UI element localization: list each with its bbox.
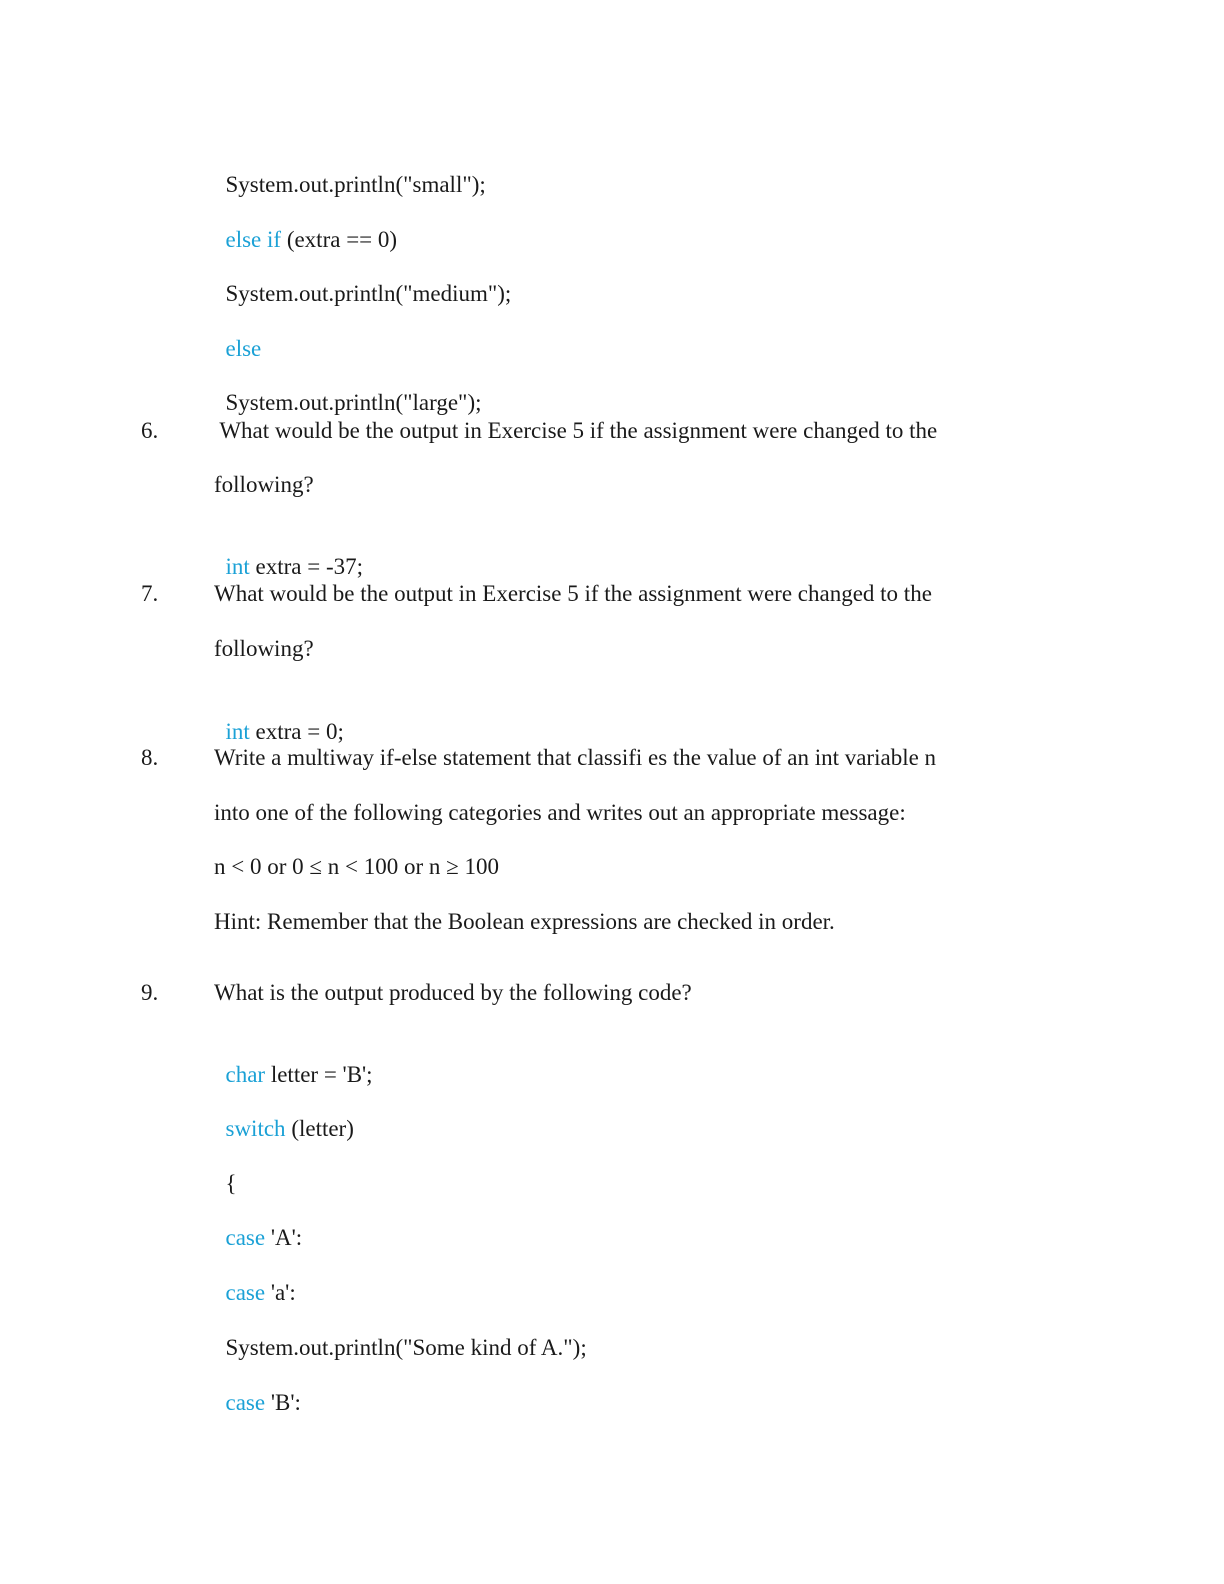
keyword: else [225,336,262,361]
code-text: (letter) [285,1116,354,1141]
question-7-number: 7. [141,581,159,606]
keyword: char [225,1062,266,1087]
question-6-text: What would be the output in Exercise 5 if the assignment were changed to the [214,418,938,443]
question-6-number: 6. [141,418,159,443]
code-text: 'B': [265,1390,301,1415]
question-8-hint: Hint: Remember that the Boolean expressions are checked in order. [214,909,835,934]
question-7-text: What would be the output in Exercise 5 if the assignment were changed to the [214,581,932,606]
code-text: letter = 'B'; [265,1062,373,1087]
question-7-code [214,690,344,746]
keyword: case [225,1280,266,1305]
keyword: else if [225,227,282,252]
question-7-text-cont: following? [214,636,314,661]
question-8-text: Write a multiway if-else statement that classifi es the value of an int variable n [214,745,937,770]
code-line-println-small [214,143,486,199]
keyword: int [225,719,250,744]
question-9-text: What is the output produced by the following code? [214,980,692,1005]
code-line-else-if [214,198,397,254]
question-9-code-case-A [214,1196,302,1252]
question-6-code [214,525,363,581]
code-text: (extra == 0) [281,227,398,252]
question-9-code-brace [214,1142,237,1198]
keyword: case [225,1390,266,1415]
keyword: case [225,1225,266,1250]
question-8-categories: n < 0 or 0 ≤ n < 100 or n ≥ 100 [214,854,500,879]
code-text: System.out.println("small"); [225,172,486,197]
code-text: System.out.println("medium"); [225,281,512,306]
question-6-text-cont: following? [214,472,314,497]
code-line-println-large [214,361,482,417]
question-8-text-cont: into one of the following categories and writes out an appropriate message: [214,800,906,825]
question-9-code-switch [214,1087,354,1143]
code-text: { [225,1171,237,1196]
code-text: 'A': [265,1225,303,1250]
question-9-code-case-a [214,1251,296,1307]
keyword: switch [225,1116,286,1141]
code-line-println-medium [214,252,511,308]
code-text: System.out.println("large"); [225,390,482,415]
code-text: extra = 0; [249,719,344,744]
question-8-number: 8. [141,745,159,770]
code-text: 'a': [265,1280,296,1305]
code-text: extra = -37; [249,554,364,579]
code-text: System.out.println("Some kind of A."); [225,1335,587,1360]
keyword: int [225,554,250,579]
question-9-code-println [214,1306,587,1362]
question-9-number: 9. [141,980,159,1005]
question-9-code-char [214,1033,373,1089]
code-line-else [214,307,261,363]
question-9-code-case-B [214,1361,301,1417]
